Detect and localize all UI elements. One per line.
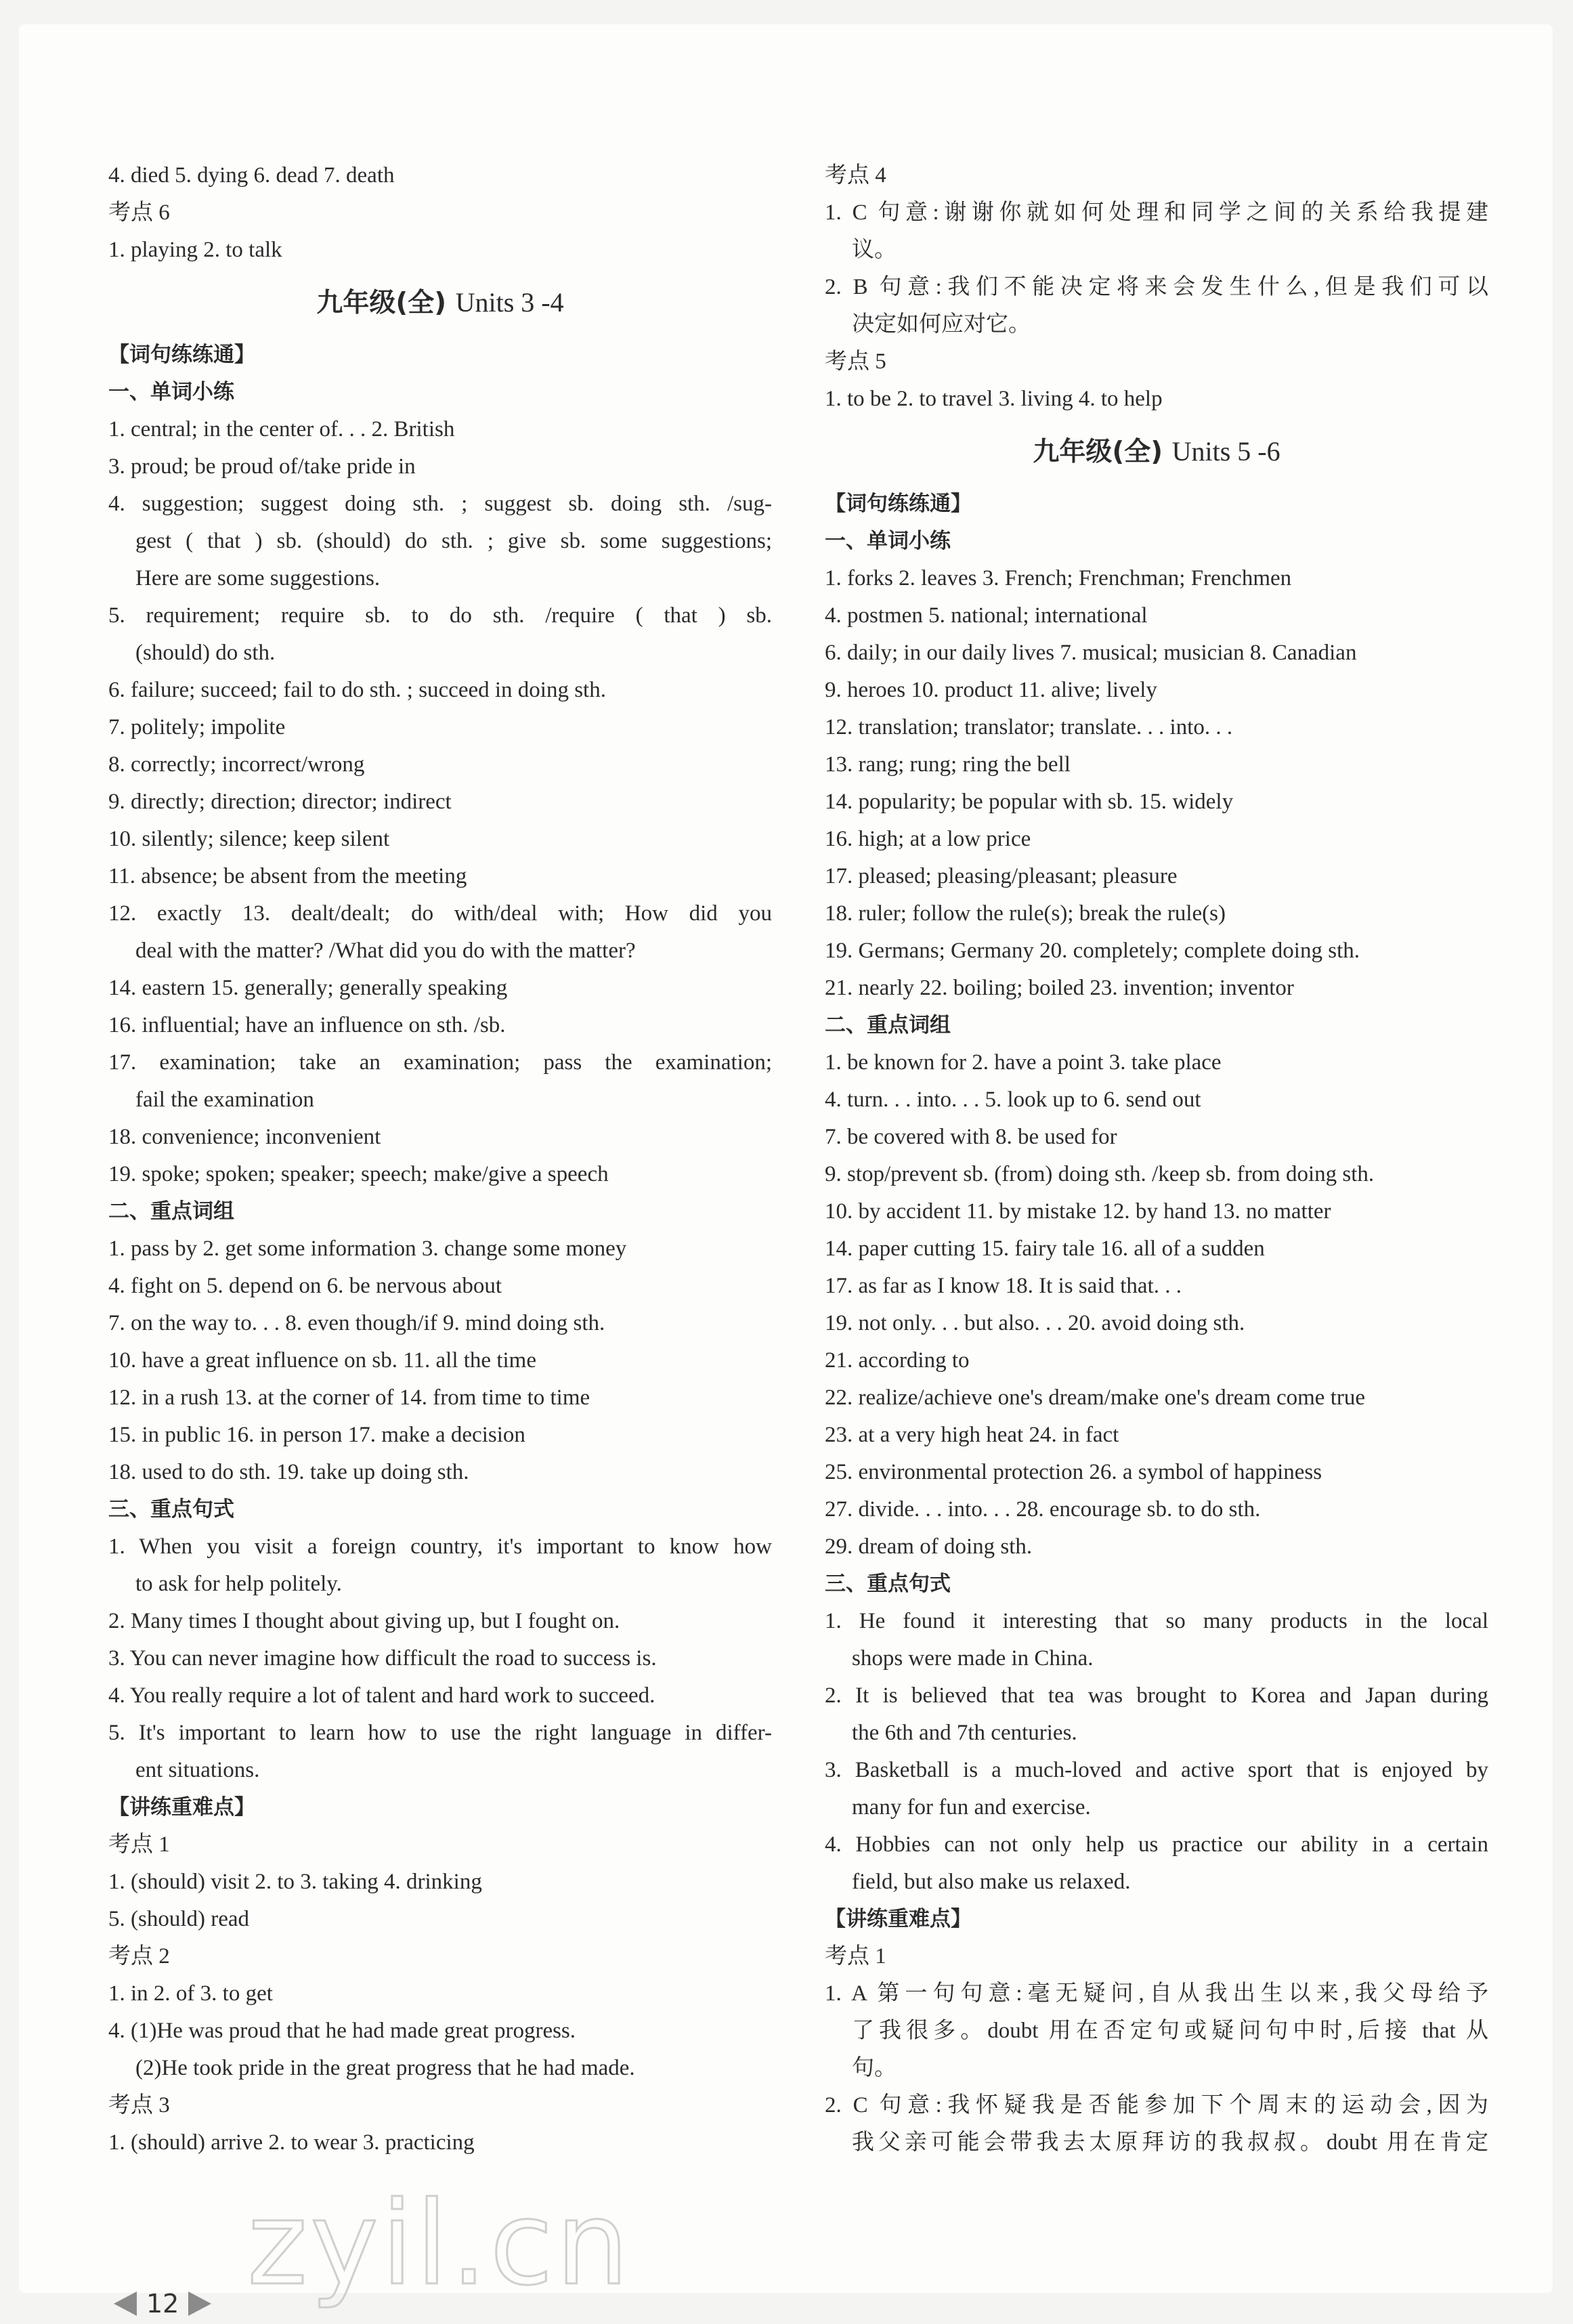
answer-line: 21. nearly 22. boiling; boiled 23. invention; inventor [825, 976, 1294, 1000]
answer-line: 1. C 句意:谢谢你就如何处理和同学之间的关系给我提建 [825, 200, 1488, 225]
section-heading: 【讲练重难点】 [108, 1795, 255, 1820]
answer-line: 1. He found it interesting that so many products in the local [825, 1609, 1488, 1633]
right-column [825, 157, 1488, 2161]
section-heading: 二、重点词组 [825, 1013, 951, 1037]
answer-line: 25. environmental protection 26. a symbol of happiness [825, 1460, 1322, 1484]
section-heading: 三、重点句式 [108, 1497, 234, 1522]
answer-line: 16. high; at a low price [825, 827, 1031, 851]
section-title [108, 269, 772, 337]
section-heading: 一、单词小练 [825, 529, 951, 553]
answer-line: 议。 [852, 238, 897, 262]
answer-line: 4. turn. . . into. . . 5. look up to 6. send out [825, 1088, 1201, 1112]
answer-line: 考点 4 [825, 163, 886, 188]
answer-line: 12. translation; translator; translate. . . into. . . [825, 715, 1233, 739]
answer-line: 3. proud; be proud of/take pride in [108, 454, 416, 479]
answer-line: 考点 1 [108, 1832, 170, 1857]
answer-line: shops were made in China. [852, 1646, 1094, 1671]
answer-line: 10. silently; silence; keep silent [108, 827, 390, 851]
answer-line: 7. on the way to. . . 8. even though/if 9. mind doing sth. [108, 1311, 605, 1335]
page-footer [114, 2283, 211, 2324]
answer-line: the 6th and 7th centuries. [852, 1721, 1077, 1745]
section-heading: 二、重点词组 [108, 1199, 234, 1224]
answer-line: 6. daily; in our daily lives 7. musical; musician 8. Canadian [825, 641, 1357, 665]
answer-line: fail the examination [135, 1088, 314, 1112]
answer-line: 考点 1 [825, 1944, 886, 1968]
answer-line: 1. A 第一句句意:毫无疑问,自从我出生以来,我父母给予 [825, 1981, 1488, 2006]
answer-line: 1. (should) arrive 2. to wear 3. practicing [108, 2130, 475, 2155]
answer-line: 6. failure; succeed; fail to do sth. ; succeed in doing sth. [108, 678, 606, 702]
answer-line: 9. stop/prevent sb. (from) doing sth. /keep sb. from doing sth. [825, 1162, 1375, 1186]
watermark: zyil.cn [247, 2177, 632, 2311]
next-arrow-icon [188, 2291, 211, 2316]
answer-line: 了我很多。doubt 用在否定句或疑问句中时,后接 that 从 [852, 2019, 1488, 2043]
answer-line: 16. influential; have an influence on sth. /sb. [108, 1013, 506, 1037]
answer-line: Here are some suggestions. [135, 566, 381, 590]
answer-line: many for fun and exercise. [852, 1795, 1091, 1820]
section-title [825, 418, 1488, 486]
answer-line: 4. (1)He was proud that he had made great progress. [108, 2019, 576, 2043]
section-title-units: Units 5 -6 [1171, 436, 1280, 467]
answer-line: 18. used to do sth. 19. take up doing sth. [108, 1460, 469, 1484]
answer-line: 1. central; in the center of. . . 2. British [108, 417, 455, 442]
answer-line: 13. rang; rung; ring the bell [825, 752, 1071, 777]
answer-line: deal with the matter? /What did you do with the matter? [135, 939, 636, 963]
answer-line: 5. It's important to learn how to use the right language in differ- [108, 1721, 772, 1745]
answer-line: 7. politely; impolite [108, 715, 286, 739]
prev-arrow-icon [114, 2291, 137, 2316]
answer-line: 考点 5 [825, 349, 886, 374]
answer-line: 4. fight on 5. depend on 6. be nervous about [108, 1274, 502, 1298]
answer-line: to ask for help politely. [135, 1572, 342, 1596]
answer-line: 我父亲可能会带我去太原拜访的我叔叔。doubt 用在肯定 [852, 2130, 1488, 2155]
answer-line: 1. in 2. of 3. to get [108, 1981, 273, 2006]
answer-line: 1. pass by 2. get some information 3. change some money [108, 1236, 627, 1261]
answer-line: 29. dream of doing sth. [825, 1534, 1033, 1559]
answer-line: 17. as far as I know 18. It is said that. . . [825, 1274, 1182, 1298]
answer-line: 1. (should) visit 2. to 3. taking 4. drinking [108, 1870, 482, 1894]
answer-line: 2. It is believed that tea was brought to Korea and Japan during [825, 1683, 1488, 1708]
answer-line: 7. be covered with 8. be used for [825, 1125, 1117, 1149]
answer-line: 8. correctly; incorrect/wrong [108, 752, 365, 777]
answer-line: 2. Many times I thought about giving up, but I fought on. [108, 1609, 620, 1633]
answer-line: 10. have a great influence on sb. 11. all the time [108, 1348, 536, 1373]
answer-line: 15. in public 16. in person 17. make a decision [108, 1423, 525, 1447]
answer-line: 1. forks 2. leaves 3. French; Frenchman; Frenchmen [825, 566, 1292, 590]
answer-line: 19. not only. . . but also. . . 20. avoid doing sth. [825, 1311, 1245, 1335]
answer-line: 1. to be 2. to travel 3. living 4. to help [825, 387, 1163, 411]
section-heading: 【讲练重难点】 [825, 1907, 972, 1931]
left-column [108, 157, 772, 2161]
answer-line: 27. divide. . . into. . . 28. encourage sb. to do sth. [825, 1497, 1261, 1522]
answer-line: 19. Germans; Germany 20. completely; complete doing sth. [825, 939, 1360, 963]
answer-line: 2. B 句意:我们不能决定将来会发生什么,但是我们可以 [825, 275, 1488, 299]
answer-line: 5. requirement; require sb. to do sth. /require ( that ) sb. [108, 603, 772, 628]
answer-line: 决定如何应对它。 [852, 312, 1031, 337]
answer-line: 4. You really require a lot of talent and hard work to succeed. [108, 1683, 655, 1708]
answer-line: 21. according to [825, 1348, 970, 1373]
answer-line: 5. (should) read [108, 1907, 250, 1931]
answer-line: 12. in a rush 13. at the corner of 14. from time to time [108, 1385, 590, 1410]
answer-line: 4. postmen 5. national; international [825, 603, 1148, 628]
answer-line: 4. Hobbies can not only help us practice our ability in a certain [825, 1832, 1488, 1857]
answer-line: 19. spoke; spoken; speaker; speech; make/give a speech [108, 1162, 609, 1186]
section-heading: 【词句练练通】 [825, 492, 972, 516]
answer-line: gest ( that ) sb. (should) do sth. ; give sb. some suggestions; [135, 529, 772, 553]
answer-line: 4. suggestion; suggest doing sth. ; suggest sb. doing sth. /sug- [108, 492, 772, 516]
section-heading: 【词句练练通】 [108, 343, 255, 367]
section-heading: 一、单词小练 [108, 380, 234, 404]
answer-line: 3. Basketball is a much-loved and active sport that is enjoyed by [825, 1758, 1488, 1782]
answer-line: 14. popularity; be popular with sb. 15. widely [825, 790, 1234, 814]
answer-line: 10. by accident 11. by mistake 12. by hand 13. no matter [825, 1199, 1331, 1224]
answer-line: 1. be known for 2. have a point 3. take place [825, 1050, 1222, 1075]
answer-line: 9. directly; direction; director; indirect [108, 790, 452, 814]
answer-line: 14. paper cutting 15. fairy tale 16. all of a sudden [825, 1236, 1265, 1261]
answer-line: (2)He took pride in the great progress that he had made. [135, 2056, 635, 2080]
answer-line: 18. ruler; follow the rule(s); break the rule(s) [825, 901, 1226, 926]
answer-line: 14. eastern 15. generally; generally speaking [108, 976, 508, 1000]
page-number: 12 [146, 2289, 179, 2319]
answer-line: 17. examination; take an examination; pass the examination; [108, 1050, 772, 1075]
section-heading: 三、重点句式 [825, 1572, 951, 1596]
answer-line: 4. died 5. dying 6. dead 7. death [108, 163, 395, 188]
answer-line: 23. at a very high heat 24. in fact [825, 1423, 1119, 1447]
answer-line: 12. exactly 13. dealt/dealt; do with/deal with; How did you [108, 901, 772, 926]
answer-line: 22. realize/achieve one's dream/make one's dream come true [825, 1385, 1366, 1410]
answer-line: 2. C 句意:我怀疑我是否能参加下个周末的运动会,因为 [825, 2093, 1488, 2117]
answer-line: field, but also make us relaxed. [852, 1870, 1131, 1894]
answer-line: 考点 6 [108, 200, 170, 225]
section-title-units: Units 3 -4 [455, 287, 564, 318]
section-title-grade: 九年级(全) [1033, 437, 1163, 467]
answer-line: 3. You can never imagine how difficult the road to success is. [108, 1646, 657, 1671]
answer-line: ent situations. [135, 1758, 260, 1782]
answer-line: 1. When you visit a foreign country, it's important to know how [108, 1534, 772, 1559]
answer-line: 句。 [852, 2056, 897, 2080]
answer-line: (should) do sth. [135, 641, 276, 665]
answer-line: 1. playing 2. to talk [108, 238, 282, 262]
section-title-grade: 九年级(全) [316, 288, 447, 318]
answer-line: 9. heroes 10. product 11. alive; lively [825, 678, 1157, 702]
answer-line: 考点 3 [108, 2093, 170, 2117]
answer-line: 18. convenience; inconvenient [108, 1125, 381, 1149]
answer-line: 17. pleased; pleasing/pleasant; pleasure [825, 864, 1178, 888]
answer-line: 考点 2 [108, 1944, 170, 1968]
answer-line: 11. absence; be absent from the meeting [108, 864, 467, 888]
